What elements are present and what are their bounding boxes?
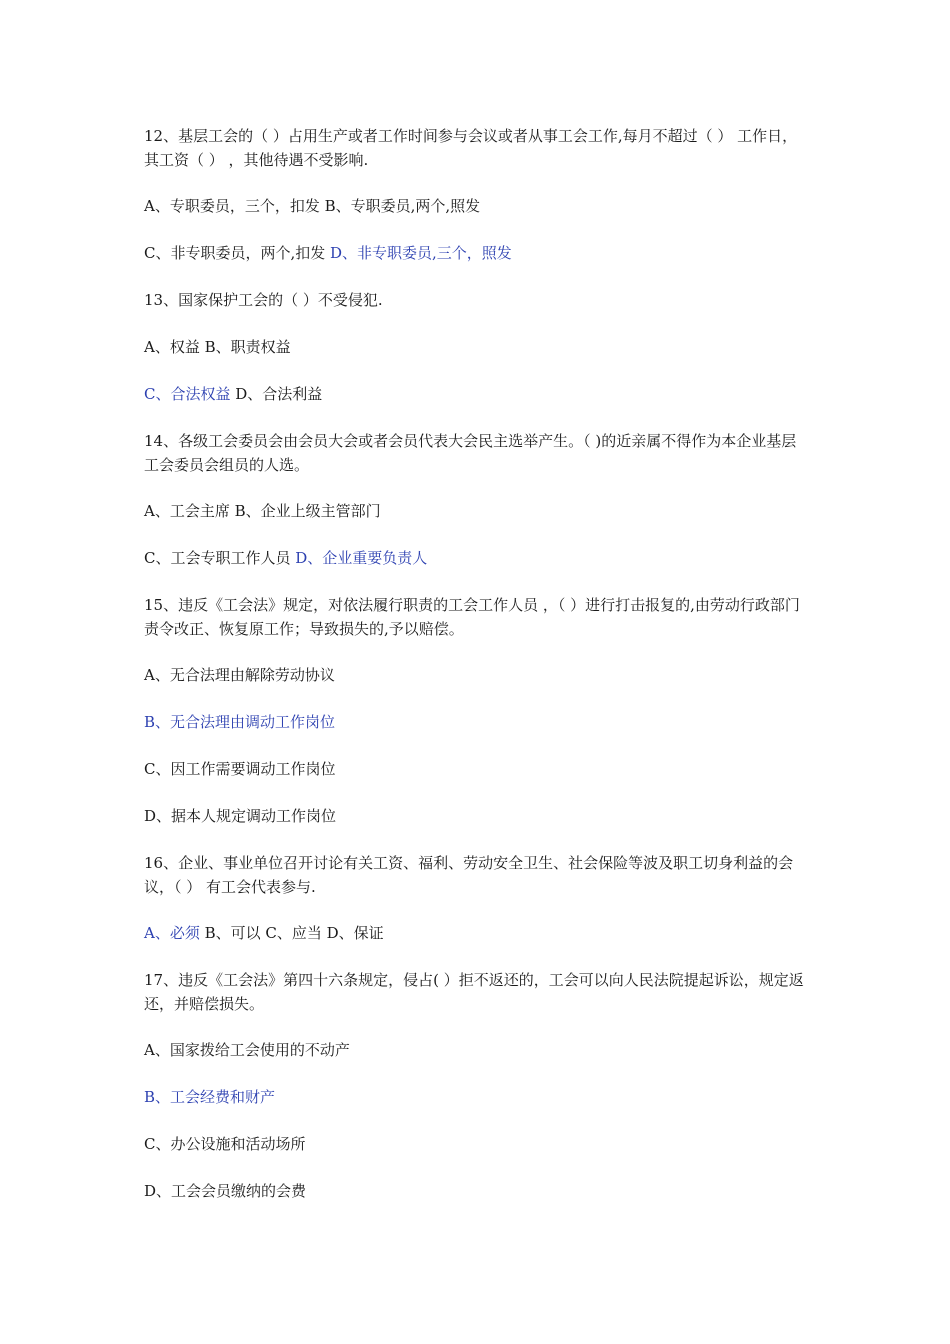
correct-answer: B、无合法理由调动工作岗位 — [144, 713, 336, 731]
question-14-options-ab — [144, 499, 810, 523]
option-text: D、合法利益 — [230, 385, 323, 403]
question-15-option-b — [144, 710, 810, 734]
option-text: D、据本人规定调动工作岗位 — [144, 807, 337, 825]
question-12-options-cd — [144, 241, 810, 265]
option-text: B、可以 C、应当 D、保证 — [199, 924, 384, 942]
option-text: C、办公设施和活动场所 — [144, 1135, 306, 1153]
question-14-stem: 14、各级工会委员会由会员大会或者会员代表大会民主选举产生。（ )的近亲属不得作为本企业基层工会委员会组员的人选。 — [144, 432, 797, 474]
option-text: C、工会专职工作人员 — [144, 549, 296, 567]
question-13-options-ab — [144, 335, 810, 359]
correct-answer: B、工会经费和财产 — [144, 1088, 276, 1106]
option-text: A、无合法理由解除劳动协议 — [144, 666, 335, 684]
question-17-option-b — [144, 1085, 810, 1109]
option-text: A、权益 B、职责权益 — [144, 338, 291, 356]
option-text: A、专职委员，三个，扣发 B、专职委员,两个,照发 — [144, 197, 481, 215]
correct-answer: A、必须 — [144, 924, 200, 942]
question-17-option-c — [144, 1132, 810, 1156]
correct-answer: C、合法权益 — [144, 385, 231, 403]
question-12-stem: 12、基层工会的（ ）占用生产或者工作时间参与会议或者从事工会工作,每月不超过（ ） 工作日，其工资（ ） ，其他待遇不受影响. — [144, 127, 798, 169]
option-text: A、国家拨给工会使用的不动产 — [144, 1041, 350, 1059]
question-17-stem: 17、违反《工会法》第四十六条规定，侵占( ）拒不返还的，工会可以向人民法院提起诉讼，规定返还，并赔偿损失。 — [144, 971, 804, 1013]
document-page — [144, 124, 810, 1226]
question-17-option-a — [144, 1038, 810, 1062]
correct-answer: D、非专职委员,三个，照发 — [330, 244, 512, 262]
question-15-option-c — [144, 757, 810, 781]
question-15-stem: 15、违反《工会法》规定，对依法履行职责的工会工作人员 ，（ ）进行打击报复的,由劳动行政部门责令改正、恢复原工作；导致损失的,予以赔偿。 — [144, 596, 800, 638]
question-17-option-d — [144, 1179, 810, 1203]
option-text: C、因工作需要调动工作岗位 — [144, 760, 336, 778]
question-12-options-ab — [144, 194, 810, 218]
question-16-options — [144, 921, 810, 945]
question-15-option-a — [144, 663, 810, 687]
question-13-options-cd — [144, 382, 810, 406]
option-text: A、工会主席 B、企业上级主管部门 — [144, 502, 381, 520]
option-text: C、非专职委员，两个,扣发 — [144, 244, 331, 262]
option-text: D、工会会员缴纳的会费 — [144, 1182, 307, 1200]
question-14-options-cd — [144, 546, 810, 570]
question-15-option-d — [144, 804, 810, 828]
question-13-stem: 13、国家保护工会的（ ）不受侵犯. — [144, 291, 383, 309]
question-16-stem: 16、企业、事业单位召开讨论有关工资、福利、劳动安全卫生、社会保险等波及职工切身利益的会议，（ ） 有工会代表参与. — [144, 854, 794, 896]
correct-answer: D、企业重要负责人 — [295, 549, 428, 567]
